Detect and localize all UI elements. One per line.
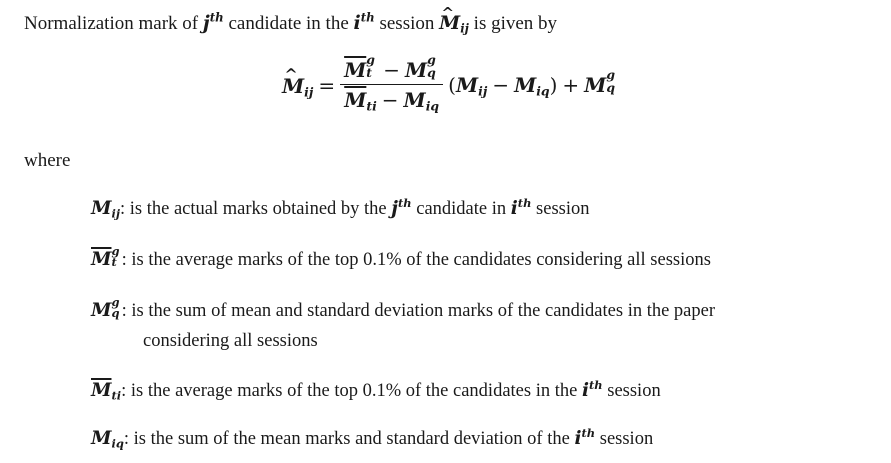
intro-text-mid: candidate in the xyxy=(223,13,354,34)
formula-equals: = xyxy=(318,73,336,98)
formula-m-hat: ^ $M_{ij}$ xyxy=(282,74,313,98)
definition-mti: $\overline{M}_{ti}$: is the average marks of the top 0.1% of the candidates in the $i^{th}$ session xyxy=(91,377,661,403)
symbol-ij-sub: ij xyxy=(460,21,469,36)
definition-mqg-line2: considering all sessions xyxy=(143,331,318,351)
fraction-numerator: $\overline{M}$ g t − M g q xyxy=(344,52,436,82)
normalization-formula xyxy=(282,52,618,114)
formula-fraction xyxy=(340,52,443,114)
symbol-j: $j^{th}$ xyxy=(202,10,224,34)
intro-text-session: session xyxy=(374,13,440,34)
definition-mqg: M g q : is the sum of mean and standard deviation marks of the candidates in the paper xyxy=(91,294,716,321)
definition-mij: $M_{ij}$: is the actual marks obtained by the $j^{th}$ candidate in $i^{th}$ session xyxy=(91,195,590,221)
definition-miq: $M_{iq}$: is the sum of the mean marks and standard deviation of the $i^{th}$ session xyxy=(91,425,654,451)
symbol-m-hat: ^ M xyxy=(439,12,460,34)
intro-text-end: is given by xyxy=(468,13,558,34)
fraction-denominator: $\overline{M}_{ti} - M_{iq}$ xyxy=(340,84,443,113)
intro-line xyxy=(24,12,557,35)
formula-tail: $(M_{ij} - M_{iq}) + M$ g q xyxy=(448,67,615,99)
where-label: where xyxy=(24,150,71,171)
symbol-i: $i^{th}$ xyxy=(353,10,375,34)
intro-text: Normalization mark of xyxy=(24,13,203,34)
definition-mtg: $\overline{M}$ g t : is the average marks of the top 0.1% of the candidates considering all sessions xyxy=(91,243,711,270)
